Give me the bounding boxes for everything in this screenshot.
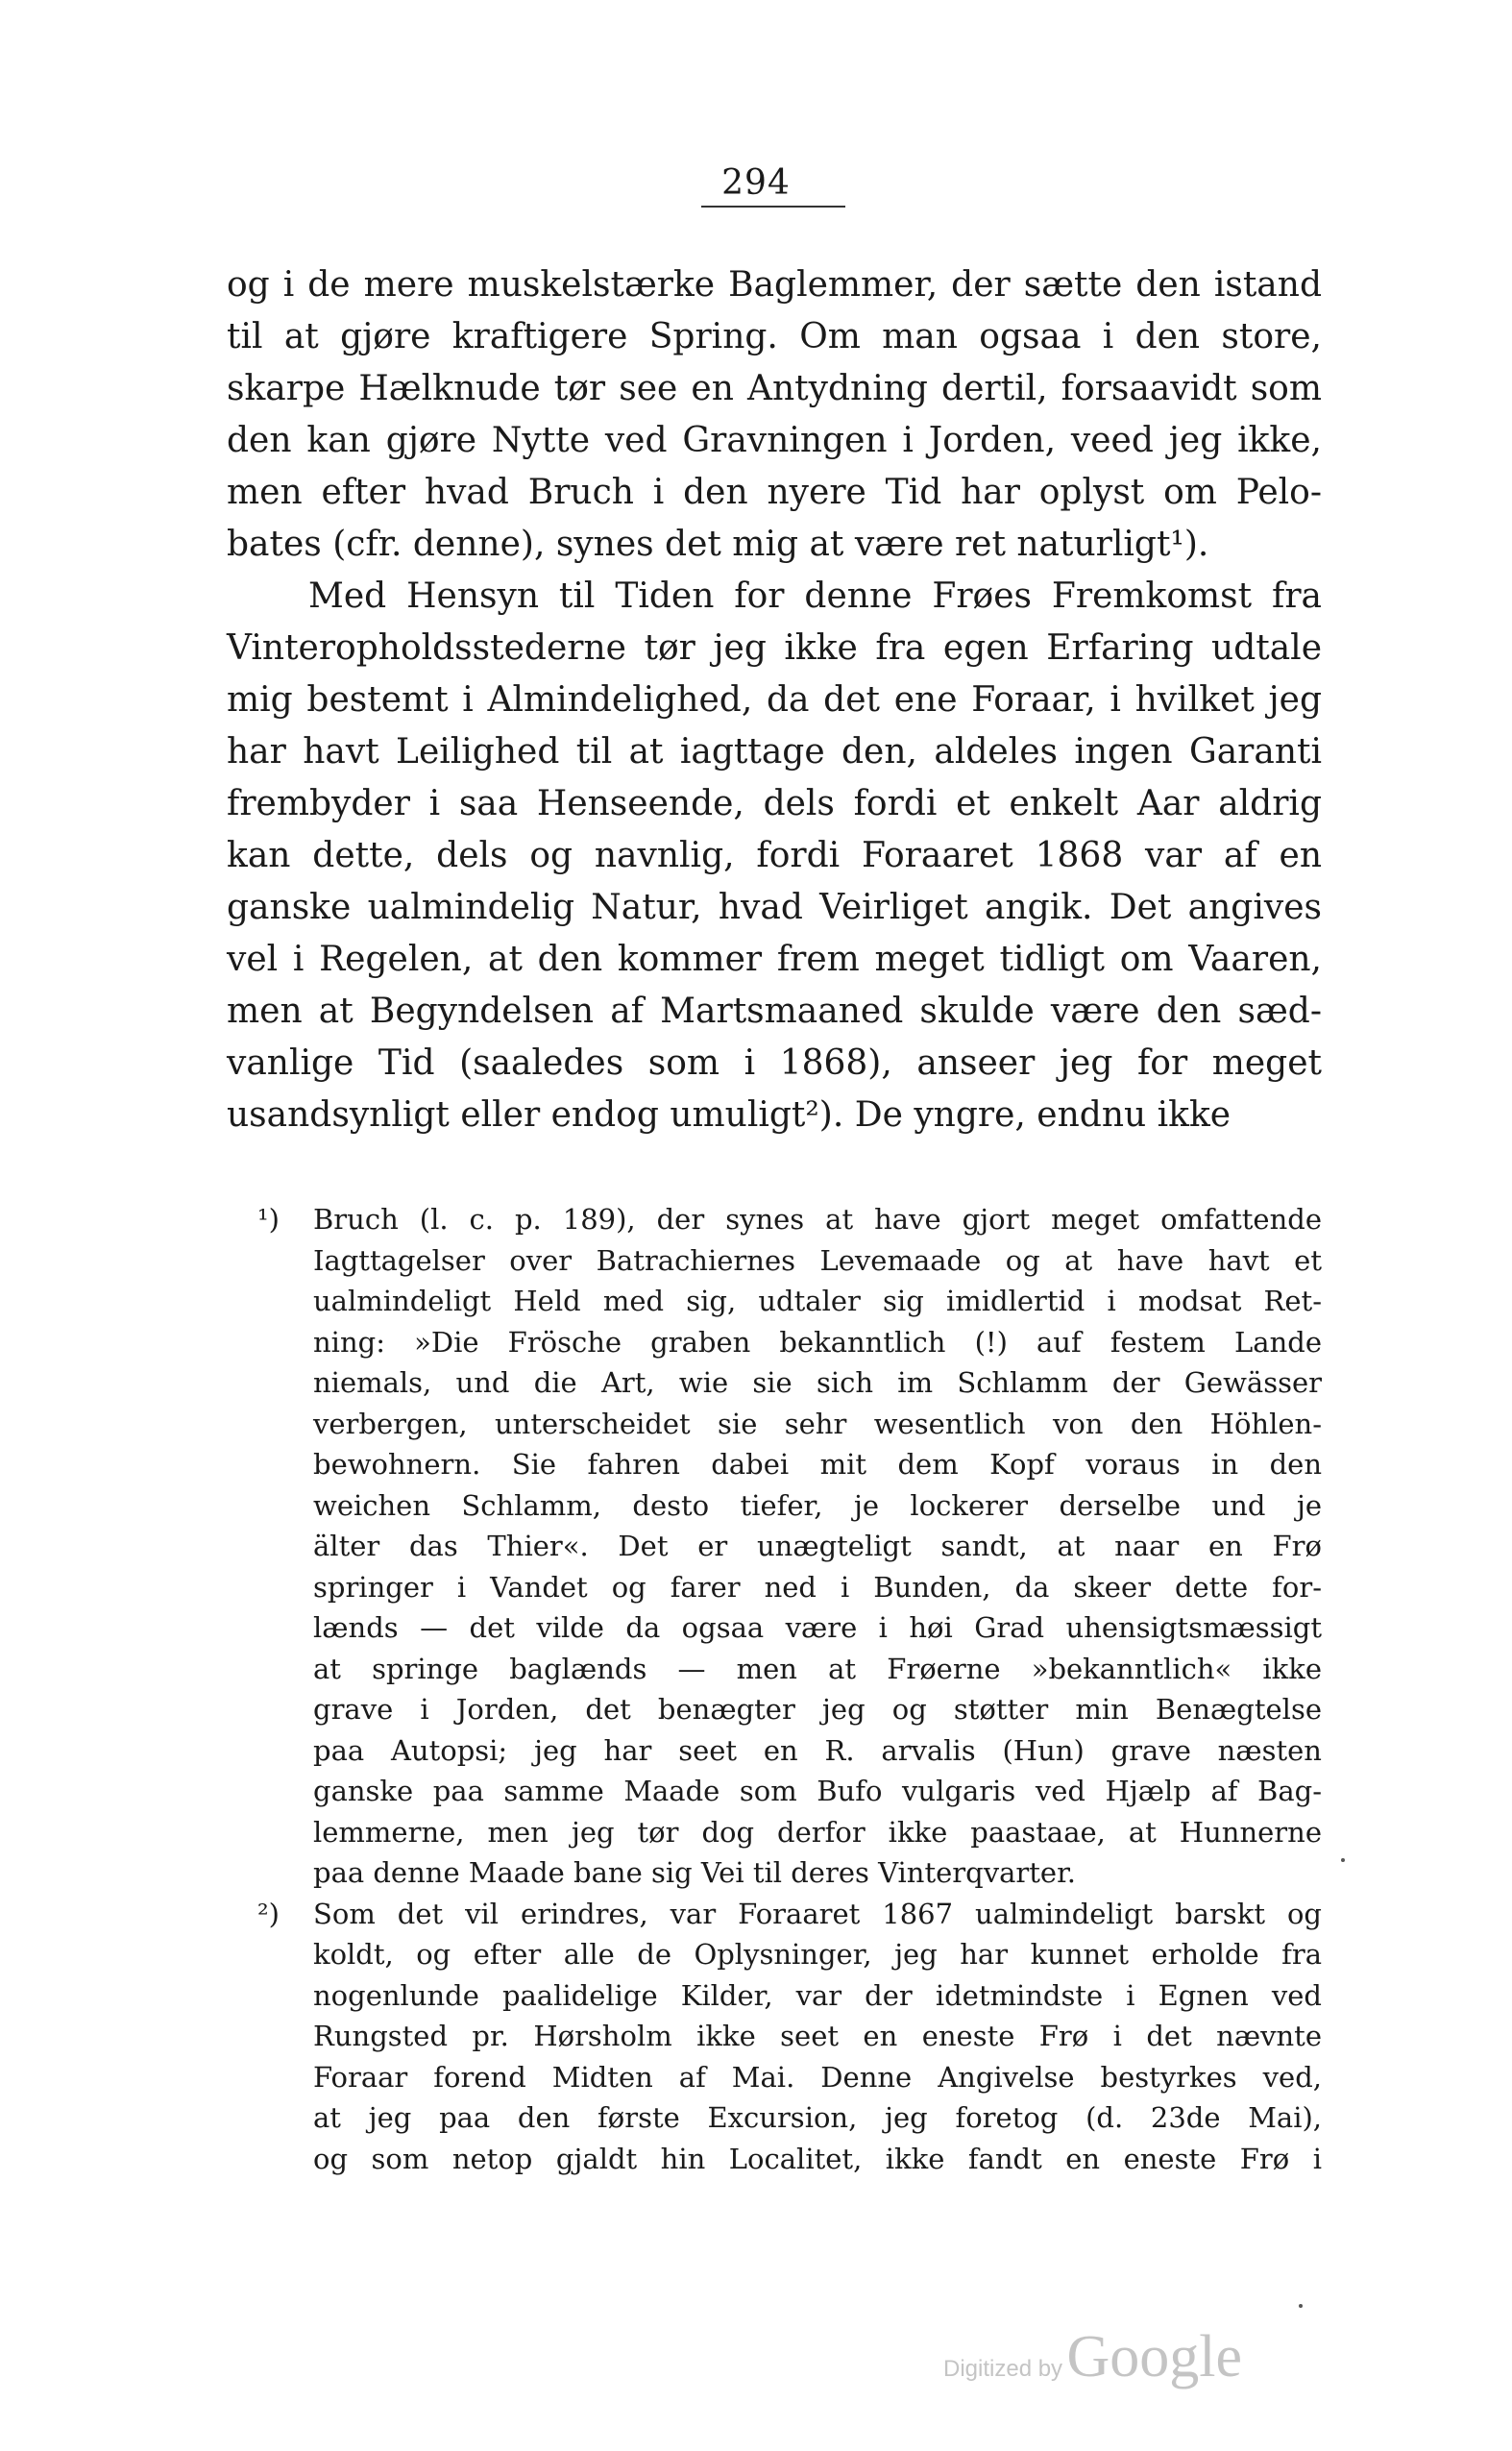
body-line: frembyder i saa Henseende, dels fordi et enkelt Aar aldrig [227,784,1322,823]
watermark-brand: Google [1066,2324,1243,2390]
footnote-line: at jeg paa den første Excursion, jeg foretog (d. 23de Mai), [313,2101,1322,2134]
watermark-prefix: Digitized by [943,2356,1063,2382]
scan-speck [1299,2304,1303,2308]
footnote-line: niemals, und die Art, wie sie sich im Schlamm der Gewässer [313,1366,1322,1399]
footnote-line: paa denne Maade bane sig Vei til deres Vinterqvarter. [313,1856,1076,1889]
body-line: mig bestemt i Almindelighed, da det ene Foraar, i hvilket jeg [227,680,1322,720]
footnote-line [257,1894,1322,1935]
footnote-line: ning: »Die Frösche graben bekanntlich (!) auf festem Lande [313,1325,1322,1359]
footnotes [257,1199,1322,2179]
footnote-line: nogenlunde paalidelige Kilder, var der idetmindste i Egnen ved [313,1978,1322,2012]
footnote-marker: ²) [257,1897,280,1930]
footnote-line: og som netop gjaldt hin Localitet, ikke fandt en eneste Frø i [313,2142,1322,2175]
footnote-line-text: Bruch (l. c. p. 189), der synes at have gjort meget omfattende [313,1203,1322,1236]
body-line: skarpe Hælknude tør see en Antydning dertil, forsaavidt som [227,369,1322,408]
body-line: den kan gjøre Nytte ved Gravningen i Jorden, veed jeg ikke, [227,421,1322,460]
body-line: men at Begyndelsen af Martsmaaned skulde være den sæd- [227,992,1322,1031]
footnote-line: grave i Jorden, det benægter jeg og støtter min Benægtelse [313,1693,1322,1726]
scan-speck [1341,1858,1345,1862]
footnote-line: lænds — det vilde da ogsaa være i høi Grad uhensigtsmæssigt [313,1611,1322,1644]
body-line: men efter hvad Bruch i den nyere Tid har oplyst om Pelo- [227,473,1322,512]
footnote-line: koldt, og efter alle de Oplysninger, jeg har kunnet erholde fra [313,1938,1322,1971]
footnote-line: Foraar forend Midten af Mai. Denne Angivelse bestyrkes ved, [313,2060,1322,2094]
digitized-by-watermark [943,2323,1242,2391]
body-line: usandsynligt eller endog umuligt²). De yngre, endnu ikke [227,1095,1232,1135]
footnote-line: at springe baglænds — men at Frøerne »bekanntlich« ikke [313,1652,1322,1685]
body-line: og i de mere muskelstærke Baglemmer, der sætte den istand [227,265,1322,305]
footnote-line: verbergen, unterscheidet sie sehr wesentlich von den Höhlen- [313,1407,1322,1440]
footnote [257,1894,1322,2180]
footnote-line: springer i Vandet og farer ned i Bunden, da skeer dette for- [313,1570,1322,1604]
footnote-line: bewohnern. Sie fahren dabei mit dem Kopf voraus in den [313,1448,1322,1481]
body-line: vanlige Tid (saaledes som i 1868), anseer jeg for meget [227,1043,1322,1083]
body-line: vel i Regelen, at den kommer frem meget tidligt om Vaaren, [227,940,1322,979]
footnote-line [257,1199,1322,1240]
footnote-line: weichen Schlamm, desto tiefer, je lockerer derselbe und je [313,1488,1322,1522]
footnote-marker: ¹) [257,1203,280,1236]
body-line: bates (cfr. denne), synes det mig at være ret naturligt¹). [227,525,1209,564]
footnote-line: älter das Thier«. Det er unægteligt sandt, at naar en Frø [313,1530,1322,1562]
footnote-line: Rungsted pr. Hørsholm ikke seet en eneste Frø i det nævnte [313,2020,1322,2052]
body-line: til at gjøre kraftigere Spring. Om man ogsaa i den store, [227,317,1322,356]
footnote-line: Iagttagelser over Batrachiernes Levemaade og at have havt et [313,1243,1322,1277]
page-number-rule [701,206,845,208]
footnote-line-text: Som det vil erindres, var Foraaret 1867 ualmindeligt barskt og [313,1897,1322,1930]
footnote-line: lemmerne, men jeg tør dog derfor ikke paastaae, at Hunnerne [313,1815,1322,1849]
page-number: 294 [721,163,791,203]
footnote-line: ualmindeligt Held med sig, udtaler sig imidlertid i modsat Ret- [313,1285,1322,1317]
body-line: kan dette, dels og navnlig, fordi Foraaret 1868 var af en [227,836,1322,875]
body-text [227,259,1322,1141]
body-line: ganske ualmindelig Natur, hvad Veirliget angik. Det angives [227,888,1322,927]
body-line: Med Hensyn til Tiden for denne Frøes Fremkomst fra [308,576,1322,616]
footnote-line: paa Autopsi; jeg har seet en R. arvalis (Hun) grave næsten [313,1733,1322,1767]
body-line: Vinteropholdsstederne tør jeg ikke fra egen Erfaring udtale [227,628,1322,668]
body-line: har havt Leilighed til at iagttage den, aldeles ingen Garanti [227,732,1322,772]
footnote [257,1199,1322,1894]
footnote-line: ganske paa samme Maade som Bufo vulgaris ved Hjælp af Bag- [313,1775,1322,1807]
